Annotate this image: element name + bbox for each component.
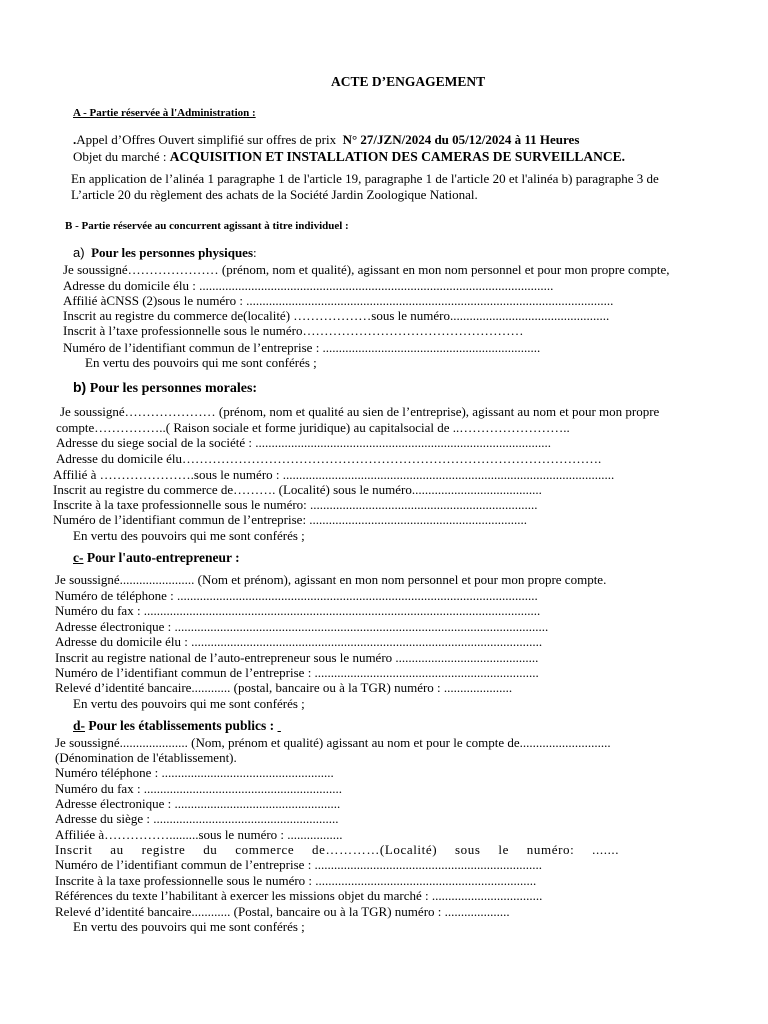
section-a-line: Affilié àCNSS (2)sous le numéro : .................................................................................................................: [63, 293, 614, 308]
section-c-heading: [73, 550, 240, 566]
section-c-line: Adresse du domicile élu : ............................................................................................................: [55, 634, 543, 649]
section-a-pouvoirs: En vertu des pouvoirs qui me sont conférés ;: [85, 355, 317, 370]
section-d-line: Numéro du fax : .............................................................: [55, 781, 343, 796]
section-b-marker: b): [73, 379, 87, 395]
objet-line: [73, 149, 625, 165]
part-a-heading: A - Partie réservée à l'Administration :: [73, 107, 256, 119]
section-b-line: Adresse du domicile élu…………………………………………………………………………………….: [56, 451, 602, 466]
section-c-line: Relevé d’identité bancaire............ (postal, bancaire ou à la TGR) numéro : .....................: [55, 680, 513, 695]
section-d-line: Inscrite à la taxe professionnelle sous le numéro : ....................................................................: [55, 873, 537, 888]
appel-reference: N° 27/JZN/2024 du 05/12/2024 à 11 Heures: [342, 132, 580, 147]
section-d-pouvoirs: En vertu des pouvoirs qui me sont conférés ;: [73, 919, 305, 934]
section-a-line: Inscrit au registre du commerce de(localité) ………………sous le numéro.................................................: [63, 308, 610, 323]
section-c-line: Je soussigné....................... (Nom et prénom), agissant en mon nom personnel et pour mon propre compte.: [55, 572, 607, 587]
document-title: ACTE D’ENGAGEMENT: [331, 74, 486, 89]
section-b-line: Inscrite à la taxe professionnelle sous le numéro: ......................................................................: [53, 497, 538, 512]
section-a-line: Inscrit à l’taxe professionnelle sous le numéro……………………………………………: [63, 323, 524, 338]
section-d-line: Numéro de l’identifiant commun de l’entreprise : ......................................................................: [55, 857, 543, 872]
section-b-line: Numéro de l’identifiant commun de l’entreprise: ...................................................................: [53, 512, 528, 527]
section-a-heading: [73, 245, 257, 261]
section-a-line: Numéro de l’identifiant commun de l’entreprise : ...................................................................: [63, 340, 541, 355]
section-c-line: Numéro du fax : ..........................................................................................................................: [55, 603, 541, 618]
appel-prefix: .: [73, 132, 77, 147]
section-c-line: Numéro de l’identifiant commun de l’entreprise : .....................................................................: [55, 665, 539, 680]
section-d-line: Adresse électronique : ...................................................: [55, 796, 341, 811]
section-d-line: Numéro téléphone : .....................................................: [55, 765, 334, 780]
section-b-heading: [73, 379, 257, 397]
section-d-line: Relevé d’identité bancaire............ (Postal, bancaire ou à la TGR) numéro : ....................: [55, 904, 510, 919]
section-c-pouvoirs: En vertu des pouvoirs qui me sont conférés ;: [73, 696, 305, 711]
section-b-pouvoirs: En vertu des pouvoirs qui me sont conférés ;: [73, 528, 305, 543]
section-a-colon: :: [253, 245, 257, 260]
section-d-line: Je soussigné..................... (Nom, prénom et qualité) agissant au nom et pour le compte de............................: [55, 735, 611, 750]
section-d-title: Pour les établissements publics :: [85, 718, 278, 733]
section-d-heading: [73, 718, 281, 734]
section-b-line: compte……………..( Raison sociale et forme juridique) au capitalsocial de ..……………………..: [56, 420, 570, 435]
section-d-line: Adresse du siège : .........................................................: [55, 811, 339, 826]
section-b-line: Affilié à ………………….sous le numéro : ......................................................................................................: [53, 467, 615, 482]
section-c-line: Numéro de téléphone : ...............................................................................................................: [55, 588, 538, 603]
section-c-marker: c-: [73, 550, 84, 565]
appel-text: Appel d’Offres Ouvert simplifié sur offres de prix: [76, 132, 337, 147]
objet-label: Objet du marché :: [73, 149, 167, 164]
section-c-title: Pour l'auto-entrepreneur :: [83, 550, 240, 565]
objet-value: ACQUISITION ET INSTALLATION DES CAMERAS DE SURVEILLANCE.: [169, 149, 626, 164]
application-line-1: En application de l’alinéa 1 paragraphe 1 de l'article 19, paragraphe 1 de l'article 20 et l'alinéa b) paragraphe 3 de: [71, 171, 659, 186]
section-d-line: Inscrit au registre du commerce de…………(Localité) sous le numéro: .......: [55, 842, 620, 857]
section-d-line: Affiliée à…………….........sous le numéro : .................: [55, 827, 343, 842]
section-d-line: Références du texte l’habilitant à exercer les missions objet du marché : ..................................: [55, 888, 543, 903]
section-b-title: Pour les personnes morales:: [89, 381, 258, 396]
section-a-line: Je soussigné………………… (prénom, nom et qualité), agissant en mon nom personnel et pour mon propre compte,: [63, 262, 670, 277]
section-b-line: Inscrit au registre du commerce de………. (Localité) sous le numéro........................................: [53, 482, 542, 497]
application-line-2: L’article 20 du règlement des achats de la Société Jardin Zoologique National.: [71, 187, 478, 202]
section-b-line: Je soussigné………………… (prénom, nom et qualité au sien de l’entreprise), agissant au nom et pour mon propre: [60, 404, 660, 419]
section-a-line: Adresse du domicile élu : .............................................................................................................: [63, 278, 554, 293]
section-d-line: (Dénomination de l'établissement).: [55, 750, 237, 765]
section-c-line: Adresse électronique : ...................................................................................................................: [55, 619, 549, 634]
appel-line: [73, 132, 579, 148]
part-b-heading: B - Partie réservée au concurrent agissant à titre individuel :: [65, 220, 349, 232]
section-a-marker: a): [73, 245, 85, 260]
section-b-line: Adresse du siege social de la société : ...........................................................................................: [56, 435, 552, 450]
section-d-marker: d-: [73, 718, 86, 733]
section-c-line: Inscrit au registre national de l’auto-entrepreneur sous le numéro ............................................: [55, 650, 539, 665]
section-a-title: Pour les personnes physiques: [91, 245, 253, 260]
